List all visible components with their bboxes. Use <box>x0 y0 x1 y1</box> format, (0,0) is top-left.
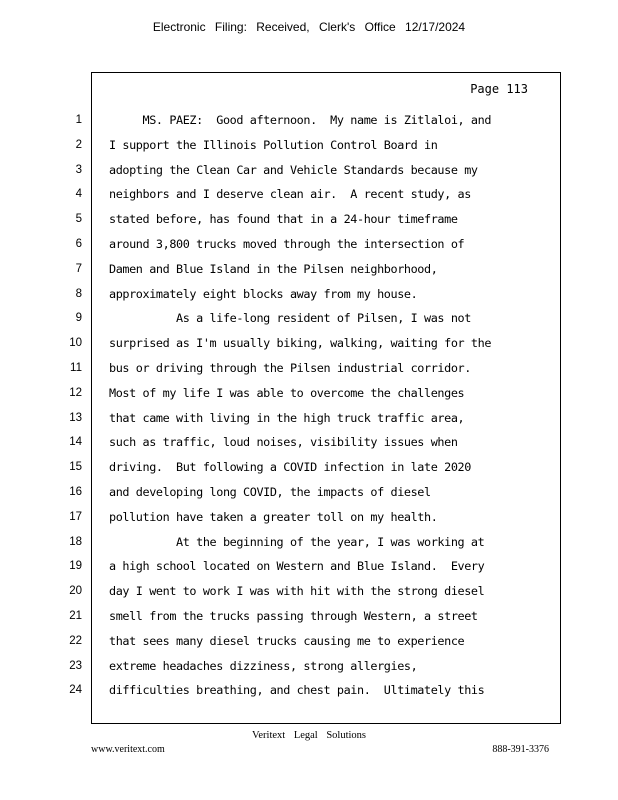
line-number: 22 <box>69 634 82 647</box>
footer-website: www.veritext.com <box>91 744 165 755</box>
transcript-line: around 3,800 trucks moved through the intersection of <box>109 237 465 251</box>
line-number: 3 <box>75 163 82 176</box>
transcript-line: bus or driving through the Pilsen industrial corridor. <box>109 361 471 375</box>
line-number: 9 <box>75 312 82 325</box>
transcript-line: approximately eight blocks away from my house. <box>109 286 418 301</box>
line-number: 14 <box>69 436 82 449</box>
line-number: 19 <box>69 560 82 573</box>
transcript-line: surprised as I'm usually biking, walking, waiting for the <box>109 336 492 351</box>
line-number: 12 <box>69 386 82 399</box>
filing-stamp: Electronic Filing: Received, Clerk's Office 12/17/2024 <box>152 20 466 34</box>
line-number: 7 <box>75 262 82 275</box>
transcript-line: extreme headaches dizziness, strong allergies, <box>109 658 418 673</box>
line-number: 2 <box>75 138 82 151</box>
transcript-line: day I went to work I was with hit with the strong diesel <box>109 584 485 599</box>
line-number: 21 <box>69 610 82 622</box>
transcript-line: adopting the Clean Car and Vehicle Standards because my <box>109 162 478 177</box>
line-number: 17 <box>69 510 82 523</box>
line-number: 6 <box>75 238 82 250</box>
line-number: 24 <box>69 684 82 697</box>
transcript-line: driving. But following a COVID infection in late 2020 <box>109 460 471 475</box>
footer-company: Veritext Legal Solutions <box>251 730 367 741</box>
transcript-line: and developing long COVID, the impacts of diesel <box>109 485 431 499</box>
transcript-line: that came with living in the high truck traffic area, <box>109 410 465 425</box>
line-number: 13 <box>69 411 82 424</box>
line-number: 1 <box>75 114 82 126</box>
transcript-line: that sees many diesel trucks causing me to experience <box>109 633 465 648</box>
line-number: 20 <box>69 585 82 598</box>
line-number: 15 <box>69 461 82 474</box>
page-number: Page 113 <box>470 82 528 96</box>
line-number: 16 <box>69 486 82 498</box>
line-number: 11 <box>70 362 82 374</box>
line-number: 5 <box>75 213 82 226</box>
transcript-line: pollution have taken a greater toll on my health. <box>109 509 438 524</box>
line-number: 10 <box>69 337 82 350</box>
line-number: 23 <box>69 659 82 672</box>
transcript-line: I support the Illinois Pollution Control Board in <box>109 137 438 152</box>
transcript-line: MS. PAEZ: Good afternoon. My name is Zitlaloi, and <box>109 113 492 127</box>
transcript-line: smell from the trucks passing through Western, a street <box>109 609 478 623</box>
transcript-line: Damen and Blue Island in the Pilsen neighborhood, <box>109 261 438 276</box>
transcript-line: At the beginning of the year, I was working at <box>109 534 485 549</box>
transcript-line: stated before, has found that in a 24-hour timeframe <box>109 212 458 227</box>
line-number: 8 <box>75 287 82 300</box>
line-number: 4 <box>75 188 82 201</box>
transcript-line: such as traffic, loud noises, visibility issues when <box>109 435 458 450</box>
transcript-line: As a life-long resident of Pilsen, I was not <box>109 311 471 326</box>
line-number: 18 <box>69 535 82 548</box>
transcript-line: difficulties breathing, and chest pain. Ultimately this <box>109 683 485 698</box>
transcript-line: Most of my life I was able to overcome the challenges <box>109 385 465 400</box>
transcript-line: a high school located on Western and Blue Island. Every <box>109 559 485 574</box>
footer-phone: 888-391-3376 <box>492 744 549 755</box>
transcript-line: neighbors and I deserve clean air. A recent study, as <box>109 187 471 202</box>
